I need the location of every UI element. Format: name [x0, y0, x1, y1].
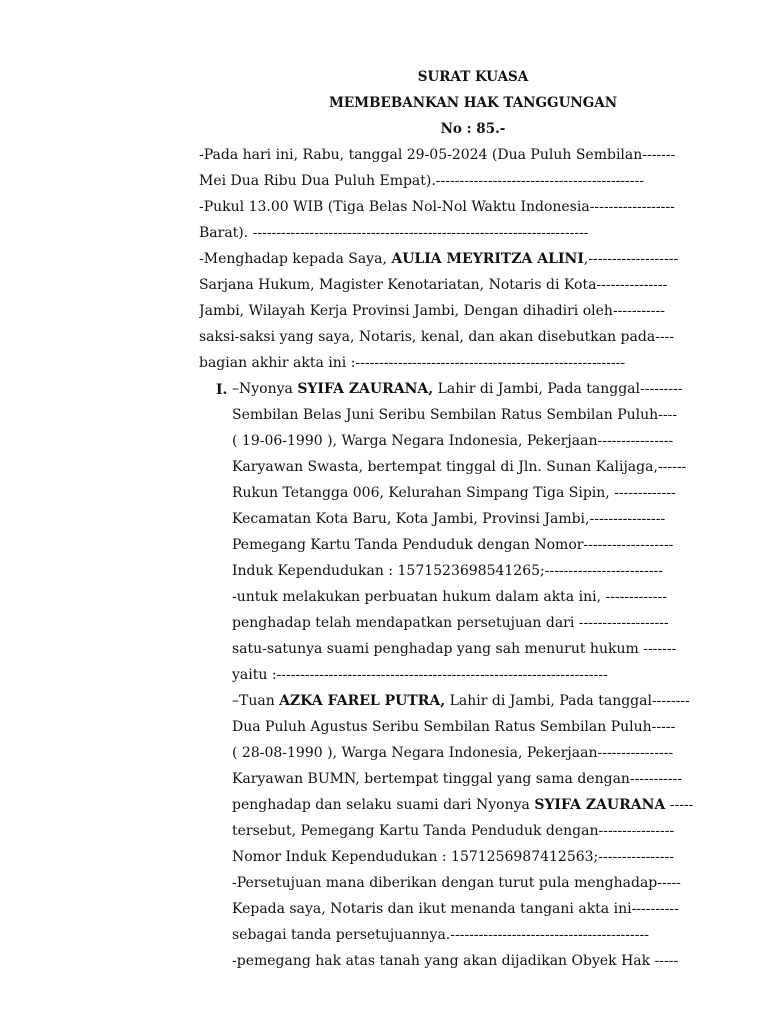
body-line	[232, 798, 730, 812]
body-text: –Nyonya	[232, 382, 298, 396]
body-line: Kecamatan Kota Baru, Kota Jambi, Provinsi Jambi,----------------	[232, 512, 666, 526]
notary-name: AULIA MEYRITZA ALINI	[391, 252, 584, 266]
body-text: ,-------------------	[583, 252, 679, 266]
body-line: bagian akhir akta ini :---------------------------------------------------------	[199, 356, 626, 370]
party-name: SYIFA ZAURANA,	[297, 382, 434, 396]
party-number: I.	[216, 382, 228, 398]
body-line: -Pukul 13.00 WIB (Tiga Belas Nol-Nol Waktu Indonesia------------------	[199, 200, 675, 214]
party-name: SYIFA ZAURANA	[534, 798, 666, 812]
body-line: Mei Dua Ribu Dua Puluh Empat).--------------------------------------------	[199, 174, 644, 188]
body-line: Dua Puluh Agustus Seribu Sembilan Ratus Sembilan Puluh-----	[232, 720, 676, 734]
document-subtitle: MEMBEBANKAN HAK TANGGUNGAN	[328, 95, 618, 111]
body-line: Nomor Induk Kependudukan : 1571256987412563;----------------	[232, 850, 674, 864]
body-text: penghadap dan selaku suami dari Nyonya	[232, 798, 535, 812]
body-line: Jambi, Wilayah Kerja Provinsi Jambi, Dengan dihadiri oleh-----------	[199, 304, 665, 318]
body-line: satu-satunya suami penghadap yang sah menurut hukum -------	[232, 642, 677, 656]
body-line	[199, 252, 730, 266]
body-line: sebagai tanda persetujuannya.------------------------------------------	[232, 928, 649, 942]
body-line: Rukun Tetangga 006, Kelurahan Simpang Tiga Sipin, -------------	[232, 486, 676, 500]
body-text: -----	[665, 798, 694, 812]
body-line: ( 19-06-1990 ), Warga Negara Indonesia, Pekerjaan----------------	[232, 434, 674, 448]
body-text: Lahir di Jambi, Pada tanggal---------	[433, 382, 683, 396]
body-text: Lahir di Jambi, Pada tanggal--------	[445, 694, 690, 708]
body-line: tersebut, Pemegang Kartu Tanda Penduduk dengan----------------	[232, 824, 675, 838]
document-title: SURAT KUASA	[417, 69, 529, 85]
body-line: -pemegang hak atas tanah yang akan dijadikan Obyek Hak -----	[232, 954, 679, 968]
body-line: Sarjana Hukum, Magister Kenotariatan, Notaris di Kota---------------	[199, 278, 668, 292]
body-line: ( 28-08-1990 ), Warga Negara Indonesia, Pekerjaan----------------	[232, 746, 674, 760]
body-line: Karyawan BUMN, bertempat tinggal yang sama dengan-----------	[232, 772, 682, 786]
body-line: yaitu :----------------------------------------------------------------------	[232, 668, 608, 682]
body-line	[232, 694, 730, 708]
body-text: -Menghadap kepada Saya,	[199, 252, 392, 266]
body-line: Barat). -----------------------------------------------------------------------	[199, 226, 589, 240]
body-line: Karyawan Swasta, bertempat tinggal di Jln. Sunan Kalijaga,------	[232, 460, 687, 474]
body-line: -Pada hari ini, Rabu, tanggal 29-05-2024 (Dua Puluh Sembilan-------	[199, 148, 676, 162]
body-text: –Tuan	[232, 694, 280, 708]
body-line: saksi-saksi yang saya, Notaris, kenal, dan akan disebutkan pada----	[199, 330, 675, 344]
body-line: -Persetujuan mana diberikan dengan turut pula menghadap-----	[232, 876, 681, 890]
body-line: penghadap telah mendapatkan persetujuan dari -------------------	[232, 616, 669, 630]
body-line: -untuk melakukan perbuatan hukum dalam akta ini, -------------	[232, 590, 667, 604]
body-line: Pemegang Kartu Tanda Penduduk dengan Nomor-------------------	[232, 538, 674, 552]
document-number: No : 85.-	[440, 121, 506, 137]
spouse-name: AZKA FAREL PUTRA,	[279, 694, 446, 708]
body-line: Sembilan Belas Juni Seribu Sembilan Ratus Sembilan Puluh----	[232, 408, 678, 422]
body-line: Kepada saya, Notaris dan ikut menanda tangani akta ini----------	[232, 902, 679, 916]
body-line	[232, 382, 730, 396]
body-line: Induk Kependudukan : 1571523698541265;-------------------------	[232, 564, 664, 578]
